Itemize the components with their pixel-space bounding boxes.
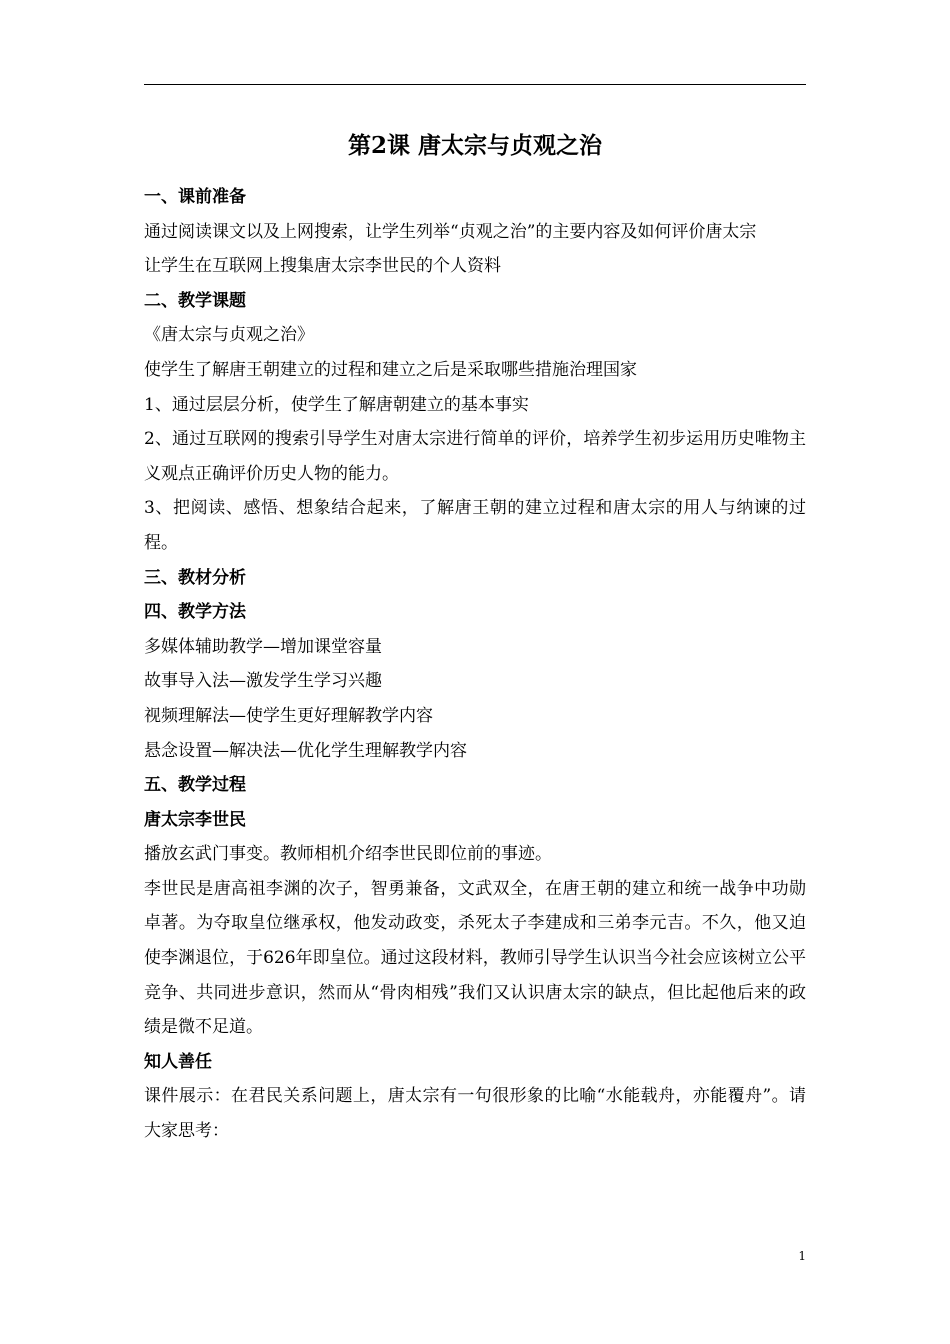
subheading-appointing: 知人善任 — [144, 1051, 212, 1072]
prep-paragraph-2: 让学生在互联网上搜集唐太宗李世民的个人资料 — [144, 256, 501, 277]
page-number: 1 — [798, 1249, 806, 1263]
heading-topic: 二、教学课题 — [144, 290, 246, 311]
heading-methods: 四、教学方法 — [144, 602, 246, 623]
paragraph-list — [144, 180, 806, 1149]
process-paragraph-1: 播放玄武门事变。教师相机介绍李世民即位前的事迹。 — [144, 844, 552, 865]
heading-process: 五、教学过程 — [144, 775, 246, 796]
topic-item-2: 2、通过互联网的搜索引导学生对唐太宗进行简单的评价，培养学生初步运用历史唯物主义观点正确评价历史人物的能力。 — [144, 429, 806, 484]
document-body — [144, 126, 806, 1149]
topic-goal: 使学生了解唐王朝建立的过程和建立之后是采取哪些措施治理国家 — [144, 359, 637, 380]
method-4: 悬念设置—解决法—优化学生理解教学内容 — [144, 740, 467, 761]
process-paragraph-2: 李世民是唐高祖李渊的次子，智勇兼备，文武双全，在唐王朝的建立和统一战争中功勋卓著。为夺取皇位继承权，他发动政变，杀死太子李建成和三弟李元吉。不久，他又迫使李渊退位，于626年即皇位。通过这段材料，教师引导学生认识当今社会应该树立公平竞争、共同进步意识，然而从“骨肉相残”我们又认识唐太宗的缺点，但比起他后来的政绩是微不足道。 — [144, 878, 806, 1038]
heading-analysis: 三、教材分析 — [144, 567, 246, 588]
heading-prep: 一、课前准备 — [144, 187, 246, 207]
method-3: 视频理解法—使学生更好理解教学内容 — [144, 705, 433, 726]
prep-paragraph-1: 通过阅读课文以及上网搜索，让学生列举“贞观之治”的主要内容及如何评价唐太宗 — [144, 221, 757, 242]
method-1: 多媒体辅助教学—增加课堂容量 — [144, 636, 382, 657]
topic-item-1: 1、通过层层分析，使学生了解唐朝建立的基本事实 — [144, 394, 529, 415]
subheading-li-shimin: 唐太宗李世民 — [144, 809, 246, 830]
header-rule — [144, 84, 806, 85]
topic-book-title: 《唐太宗与贞观之治》 — [144, 325, 314, 346]
topic-item-3: 3、把阅读、感悟、想象结合起来，了解唐王朝的建立过程和唐太宗的用人与纳谏的过程。 — [144, 498, 806, 553]
process-paragraph-3: 课件展示：在君民关系问题上，唐太宗有一句很形象的比喻“水能载舟，亦能覆舟”。请大家思考： — [144, 1086, 806, 1142]
document-title: 第2课 唐太宗与贞观之治 — [347, 132, 602, 159]
method-2: 故事导入法—激发学生学习兴趣 — [144, 671, 382, 692]
